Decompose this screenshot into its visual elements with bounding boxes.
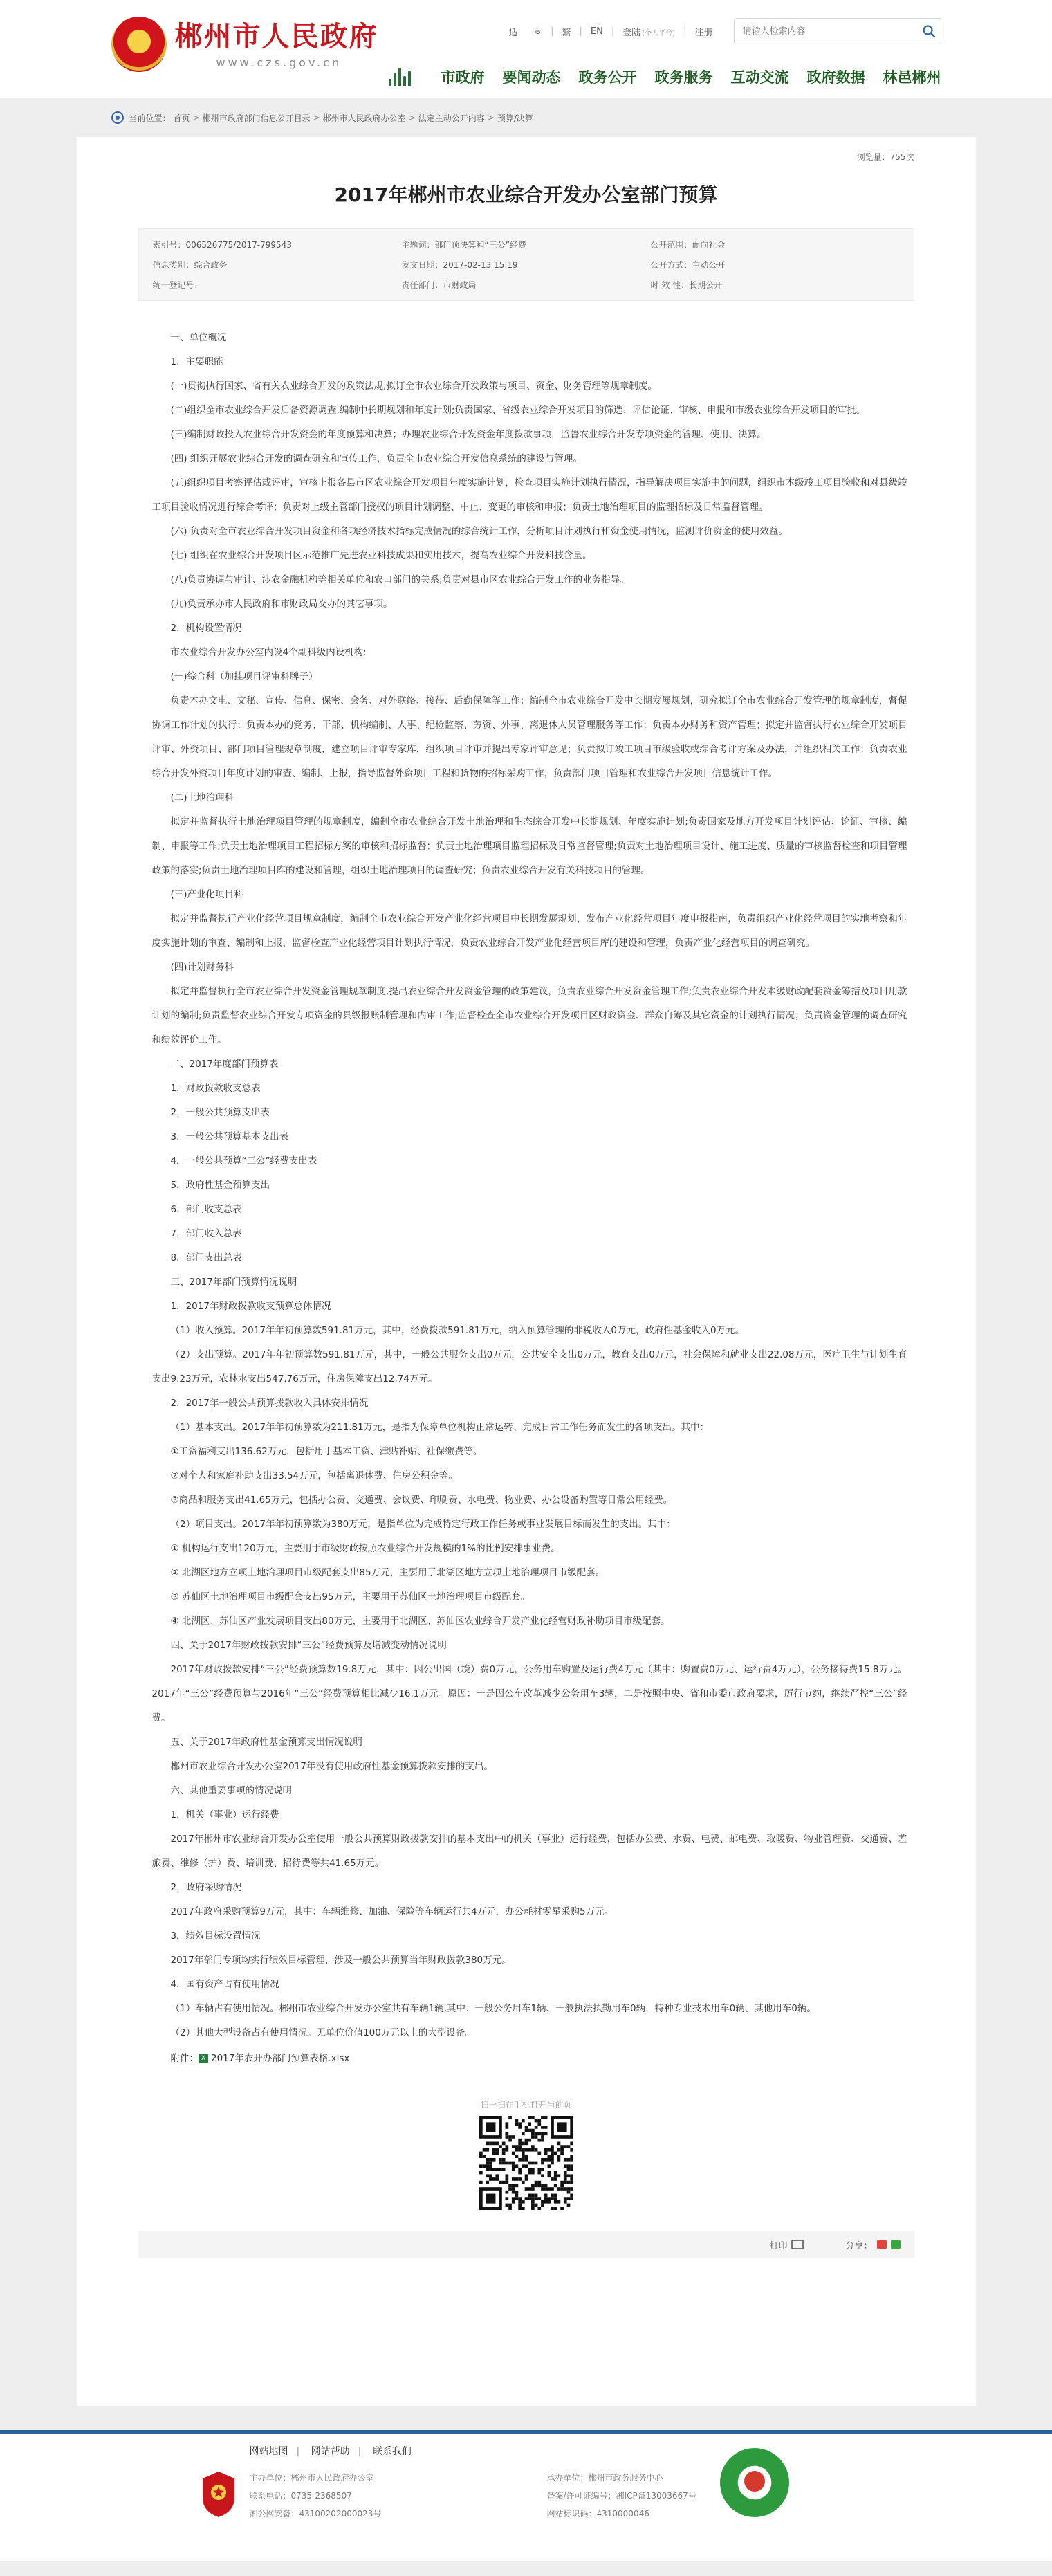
- article-paragraph: (六) 负责对全市农业综合开发项目资金和各项经济技术指标完成情况的综合统计工作，分析项目计划执行和资金使用情况，监测评价资金的使用效益。: [170, 526, 788, 537]
- search-input[interactable]: [735, 19, 917, 43]
- accessibility-button[interactable]: ♿: [534, 26, 543, 37]
- article-paragraph: (八)负责协调与审计、涉农金融机构等相关单位和农口部门的关系;负责对县市区农业综合开发工作的业务指导。: [170, 574, 629, 585]
- search-box: [734, 18, 941, 44]
- article-body: [138, 326, 914, 2045]
- meta-index: 索引号：006526775/2017-799543: [152, 240, 292, 250]
- article-paragraph: 5．政府性基金预算支出: [170, 1180, 270, 1191]
- article-paragraph: (七) 组织在农业综合开发项目区示范推广先进农业科技成果和实用技术，提高农业综合开发科技含量。: [170, 550, 592, 561]
- breadcrumb-separator: >: [313, 113, 320, 122]
- elder-mode-button[interactable]: 适: [508, 27, 518, 38]
- article-paragraph: (五)组织项目考察评估或评审，审核上报各县市区农业综合开发项目年度实施计划，检查项目实施计划执行情况，指导解决项目实施中的问题，组织市本级竣工项目验收和对县级竣工项目验收情况进行综合考评；负责对上级主管部门授权的项目计划调整、中止、变更的审核和申报；负责土地治理项目的监理招标及日常监督管理。: [151, 477, 907, 513]
- article-paragraph: 2017年财政拨款安排“三公”经费预算数19.8万元，其中：因公出国（境）费0万元，公务用车购置及运行费4万元（其中：购置费0万元、运行费4万元），公务接待费15.8万元。2017年“三公”经费预算与2016年“三公”经费预算相比减少16.1万元。原因：一是因公车改革减少公务用车3辆，二是按照中央、省和市委市政府要求，厉行节约，继续严控“三公”经费。: [151, 1664, 907, 1724]
- article-paragraph: ③商品和服务支出41.65万元，包括办公费、交通费、会议费、印刷费、水电费、物业费、办公设备购置等日常公用经费。: [170, 1495, 673, 1506]
- article-paragraph: 3．绩效目标设置情况: [170, 1930, 261, 1942]
- article-paragraph: (三)产业化项目科: [170, 889, 243, 900]
- divider: |: [551, 26, 554, 37]
- article-paragraph: 3．一般公共预算基本支出表: [170, 1131, 289, 1142]
- article-paragraph: （2）支出预算。2017年年初预算数591.81万元，其中，一般公共服务支出0万元，公共安全支出0万元，教育支出0万元，社会保障和就业支出22.08万元，医疗卫生与计划生育支出9.23万元，农林水支出547.76万元，住房保障支出12.74万元。: [151, 1349, 907, 1385]
- article-paragraph: （2）项目支出。2017年年初预算数为380万元，是指单位为完成特定行政工作任务或事业发展目标而发生的支出。其中：: [170, 1519, 676, 1530]
- article-paragraph: 6．部门收支总表: [170, 1204, 242, 1215]
- weibo-share-icon[interactable]: [877, 2240, 887, 2249]
- footer-links: 网站地图 | 网站帮助 | 联系我们: [249, 2446, 412, 2457]
- party-government-badge-icon[interactable]: [201, 2470, 236, 2519]
- breadcrumb-separator: >: [487, 113, 495, 122]
- article-paragraph: (二)土地治理科: [170, 792, 234, 803]
- article-paragraph: ②对个人和家庭补助支出33.54万元，包括离退休费、住房公积金等。: [170, 1470, 458, 1481]
- article-paragraph: 拟定并监督执行全市农业综合开发资金管理规章制度,提出农业综合开发资金管理的政策建议，负责农业综合开发资金管理工作;负责农业综合开发本级财政配套资金筹措及项目用款计划的编制;负责监督农业综合开发专项资金的县级报账制管理和内审工作;监督检查全市农业综合开发项目区财政资金、群众自筹及其它资金的计划执行情况；负责资金管理的调查研究和绩效评价工作。: [151, 986, 907, 1045]
- sitemap-link[interactable]: 网站地图: [249, 2446, 288, 2457]
- article-paragraph: 二、2017年度部门预算表: [170, 1059, 279, 1070]
- footer-phone: 联系电话：0735-2368507: [249, 2491, 352, 2501]
- meta-topic: 主题词：部门预决算和“三公”经费: [401, 240, 526, 250]
- article-paragraph: (九)负责承办市人民政府和市财政局交办的其它事项。: [170, 599, 393, 610]
- nav-item-linyi-chenzhou[interactable]: 林邑郴州: [883, 69, 941, 86]
- article-paragraph: (四) 组织开展农业综合开发的调查研究和宣传工作，负责全市农业综合开发信息系统的建设与管理。: [170, 453, 582, 464]
- wechat-share-icon[interactable]: [891, 2240, 901, 2249]
- article-paragraph: 2017年部门专项均实行绩效目标管理，涉及一般公共预算当年财政拨款380万元。: [170, 1955, 511, 1966]
- article-paragraph: 市农业综合开发办公室内设4个副科级内设机构:: [170, 647, 367, 658]
- view-count: 浏览量：755次: [856, 152, 914, 162]
- article-paragraph: 四、关于2017年财政拨款安排“三公”经费预算及增减变动情况说明: [170, 1640, 447, 1651]
- article-paragraph: 2．政府采购情况: [170, 1882, 242, 1893]
- article-paragraph: (一)综合科（加挂项目评审科牌子）: [170, 671, 318, 682]
- share-label: 分享：: [845, 2240, 873, 2251]
- article-paragraph: (一)贯彻执行国家、省有关农业综合开发的政策法规,拟订全市农业综合开发政策与项目、资金、财务管理等规章制度。: [170, 381, 657, 392]
- breadcrumb-item[interactable]: 郴州市人民政府办公室: [322, 113, 406, 123]
- website-error-correction-seal-icon[interactable]: [720, 2448, 789, 2517]
- site-url: www.czs.gov.cn: [216, 55, 342, 69]
- print-label: 打印: [769, 2240, 788, 2251]
- register-link[interactable]: 注册: [694, 27, 713, 38]
- site-footer: [0, 2430, 1052, 2561]
- article-paragraph: 2．一般公共预算支出表: [170, 1107, 270, 1118]
- page-title: 2017年郴州市农业综合开发办公室部门预算: [334, 183, 718, 206]
- article-paragraph: 拟定并监督执行土地治理项目管理的规章制度，编制全市农业综合开发土地治理和生态综合开发中长期规划、年度实施计划;负责国家及地方开发项目计划评估、论证、审核、编制、申报等工作;负责土地治理项目工程招标方案的审核和招标监督；负责土地治理项目监理招标及日常监督管理;负责对土地治理项目设计、施工进度、质量的审核监督检查和项目管理政策的落实;负责土地治理项目库的建设和管理，组织土地治理项目的调查研究；负责农业综合开发有关科技项目的管理。: [151, 816, 907, 876]
- article-paragraph: （1）基本支出。2017年年初预算数为211.81万元，是指为保障单位机构正常运转、完成日常工作任务而发生的各项支出。其中：: [170, 1422, 710, 1433]
- attachment: [138, 2047, 914, 2071]
- attachment-label: 附件：: [170, 2053, 199, 2064]
- print-button[interactable]: [769, 2238, 804, 2251]
- divider: |: [611, 26, 615, 37]
- site-logo[interactable]: [111, 17, 378, 72]
- meta-dept: 责任部门：市财政局: [401, 280, 477, 290]
- article-paragraph: 一、单位概况: [170, 332, 227, 343]
- article-paragraph: 六、其他重要事项的情况说明: [170, 1785, 292, 1796]
- contact-link[interactable]: 联系我们: [372, 2446, 412, 2457]
- article-toolbar: [138, 2231, 914, 2258]
- national-emblem-icon: [111, 17, 167, 72]
- article-paragraph: ①工资福利支出136.62万元，包括用于基本工资、津贴补贴、社保缴费等。: [170, 1446, 483, 1457]
- article-paragraph: 负责本办文电、文秘、宣传、信息、保密、会务、对外联络、接待、后勤保障等工作；编制全市农业综合开发中长期发展规划，研究拟订全市农业综合开发管理的规章制度，督促协调工作计划的执行；负责本办的党务、干部、机构编制、人事、纪检监察、劳资、外事、离退休人员管理服务等工作；负责本办财务和资产管理；拟定并监督执行农业综合开发项目评审、外资项目、部门项目管理规章制度，建立项目评审专家库，组织项目评审并提出专家评审意见；负责拟订竣工项目市级验收或综合考评方案及办法，并组织相关工作；负责农业综合开发外资项目年度计划的审查、编制、上报，指导监督外资项目工程和货物的招标采购工作，负责部门项目管理和农业综合开发项目信息统计工作。: [151, 695, 907, 779]
- breadcrumb: [111, 98, 941, 137]
- printer-icon: [791, 2240, 804, 2249]
- article-paragraph: 2．机构设置情况: [170, 623, 242, 634]
- footer-site-code: 网站标识码：4310000046: [546, 2509, 649, 2519]
- site-header: [0, 0, 1052, 98]
- footer-operator: 承办单位：郴州市政务服务中心: [546, 2473, 663, 2483]
- document-meta: [138, 228, 914, 301]
- article-paragraph: 1．机关（事业）运行经费: [170, 1809, 279, 1820]
- nav-item-interaction[interactable]: 互动交流: [730, 69, 789, 86]
- attachment-link[interactable]: 2017年农开办部门预算表格.xlsx: [211, 2053, 350, 2064]
- login-link[interactable]: [622, 25, 675, 38]
- article-paragraph: 7．部门收入总表: [170, 1228, 242, 1239]
- main-nav: [389, 66, 941, 87]
- english-button[interactable]: EN: [590, 26, 603, 37]
- article-paragraph: 4．一般公共预算“三公”经费支出表: [170, 1155, 317, 1167]
- nav-item-services[interactable]: 政务服务: [654, 69, 713, 86]
- meta-period: 时 效 性：长期公开: [650, 280, 723, 290]
- article-paragraph: ④ 北湖区、苏仙区产业发展项目支出80万元，主要用于北湖区、苏仙区农业综合开发产业化经营财政补助项目市级配套。: [170, 1616, 670, 1627]
- help-link[interactable]: 网站帮助: [311, 2446, 350, 2457]
- top-toolbar: [500, 18, 941, 44]
- breadcrumb-separator: >: [192, 113, 200, 122]
- qr-label: 扫一扫在手机打开当前页: [480, 2100, 572, 2110]
- article-paragraph: （2）其他大型设备占有使用情况。无单位价值100万元以上的大型设备。: [170, 2027, 474, 2038]
- divider: |: [683, 26, 687, 37]
- main-panel: [77, 137, 976, 2406]
- article-paragraph: 2017年郴州市农业综合开发办公室使用一般公共预算财政拨款安排的基本支出中的机关（事业）运行经费，包括办公费、水费、电费、邮电费、取暖费、物业管理费、交通费、差旅费、维修（护）费、培训费、招待费等共41.65万元。: [151, 1834, 907, 1869]
- nav-item-open-affairs[interactable]: 政务公开: [578, 69, 637, 86]
- breadcrumb-separator: >: [408, 113, 416, 122]
- article-paragraph: 三、2017年部门预算情况说明: [170, 1277, 297, 1288]
- excel-file-icon: X: [199, 2054, 208, 2063]
- location-icon: [111, 111, 124, 124]
- footer-police-record[interactable]: 湘公网安备：43100202000023号: [249, 2509, 382, 2519]
- article-paragraph: (四)计划财务科: [170, 962, 234, 973]
- article-paragraph: 拟定并监督执行产业化经营项目规章制度，编制全市农业综合开发产业化经营项目中长期发展规划，发布产业化经营项目年度申报指南，负责组织产业化经营项目的实地考察和年度实施计划的审查、编制和上报，监督检查产业化经营项目计划执行情况，负责农业综合开发产业化经营项目库的建设和管理，负责产业化经营项目的调查研究。: [151, 913, 907, 949]
- article-paragraph: 2．2017年一般公共预算拨款收入具体安排情况: [170, 1398, 369, 1409]
- divider: |: [579, 26, 582, 37]
- article-paragraph: （1）车辆占有使用情况。郴州市农业综合开发办公室共有车辆1辆,其中：一般公务用车1辆、一般执法执勤用车0辆，特种专业技术用车0辆、其他用车0辆。: [170, 2003, 816, 2014]
- footer-icp[interactable]: 备案/许可证编号：湘ICP备13003667号: [546, 2491, 696, 2501]
- meta-scope: 公开范围：面向社会: [650, 240, 726, 250]
- article-paragraph: （1）收入预算。2017年年初预算数591.81万元，其中，经费拨款591.81万元，纳入预算管理的非税收入0万元，政府性基金收入0万元。: [170, 1325, 745, 1336]
- meta-method: 公开方式：主动公开: [650, 260, 726, 270]
- article: [138, 151, 914, 2258]
- breadcrumb-label: 当前位置：: [129, 113, 171, 123]
- article-paragraph: 1．2017年财政拨款收支预算总体情况: [170, 1301, 331, 1312]
- breadcrumb-item[interactable]: 郴州市政府部门信息公开目录: [202, 113, 311, 123]
- article-paragraph: 1．主要职能: [170, 356, 223, 367]
- nav-item-news[interactable]: 要闻动态: [502, 69, 561, 86]
- site-title: 郴州市人民政府: [174, 19, 378, 53]
- article-paragraph: ② 北湖区地方立项土地治理项目市级配套支出85万元，主要用于北湖区地方立项土地治理项目市级配套。: [170, 1567, 605, 1578]
- article-paragraph: (三)编制财政投入农业综合开发资金的年度预算和决算；办理农业综合开发资金年度拨款事项，监督农业综合开发专项资金的管理、使用、决算。: [170, 429, 766, 440]
- nav-decoration-icon: [389, 68, 421, 86]
- breadcrumb-item[interactable]: 法定主动公开内容: [418, 113, 485, 123]
- nav-item-data[interactable]: 政府数据: [806, 69, 865, 86]
- article-paragraph: 五、关于2017年政府性基金预算支出情况说明: [170, 1737, 362, 1748]
- article-paragraph: 2017年政府采购预算9万元，其中：车辆维修、加油、保险等车辆运行共4万元，办公耗材零星采购5万元。: [170, 1906, 614, 1917]
- search-icon[interactable]: [917, 19, 941, 43]
- breadcrumb-item[interactable]: 首页: [173, 113, 190, 123]
- article-paragraph: ① 机构运行支出120万元，主要用于市级财政按照农业综合开发规模的1%的比例安排事业费。: [170, 1543, 560, 1554]
- article-paragraph: 郴州市农业综合开发办公室2017年没有使用政府性基金预算拨款安排的支出。: [170, 1761, 493, 1772]
- meta-date: 发文日期：2017-02-13 15:19: [401, 260, 518, 270]
- login-hint: (个人平台): [642, 29, 676, 37]
- qr-code: [479, 2116, 573, 2210]
- nav-item-government[interactable]: 市政府: [441, 69, 485, 86]
- article-paragraph: (二)组织全市农业综合开发后备资源调查,编制中长期规划和年度计划;负责国家、省级农业综合开发项目的筛选、评估论证、审核、申报和市级农业综合开发项目的审批。: [170, 405, 866, 416]
- article-paragraph: 1．财政拨款收支总表: [170, 1083, 261, 1094]
- breadcrumb-item[interactable]: 预算/决算: [497, 113, 533, 123]
- qr-block: [138, 2099, 914, 2210]
- article-paragraph: 8．部门支出总表: [170, 1252, 242, 1263]
- meta-code: 统一登记号：: [152, 280, 203, 290]
- meta-category: 信息类别：综合政务: [152, 260, 228, 270]
- login-label: 登陆: [622, 27, 641, 38]
- footer-sponsor: 主办单位：郴州市人民政府办公室: [249, 2473, 374, 2483]
- article-paragraph: 4．国有资产占有使用情况: [170, 1979, 279, 1990]
- article-paragraph: ③ 苏仙区土地治理项目市级配套支出95万元，主要用于苏仙区土地治理项目市级配套。: [170, 1591, 530, 1602]
- traditional-chinese-button[interactable]: 繁: [562, 27, 571, 38]
